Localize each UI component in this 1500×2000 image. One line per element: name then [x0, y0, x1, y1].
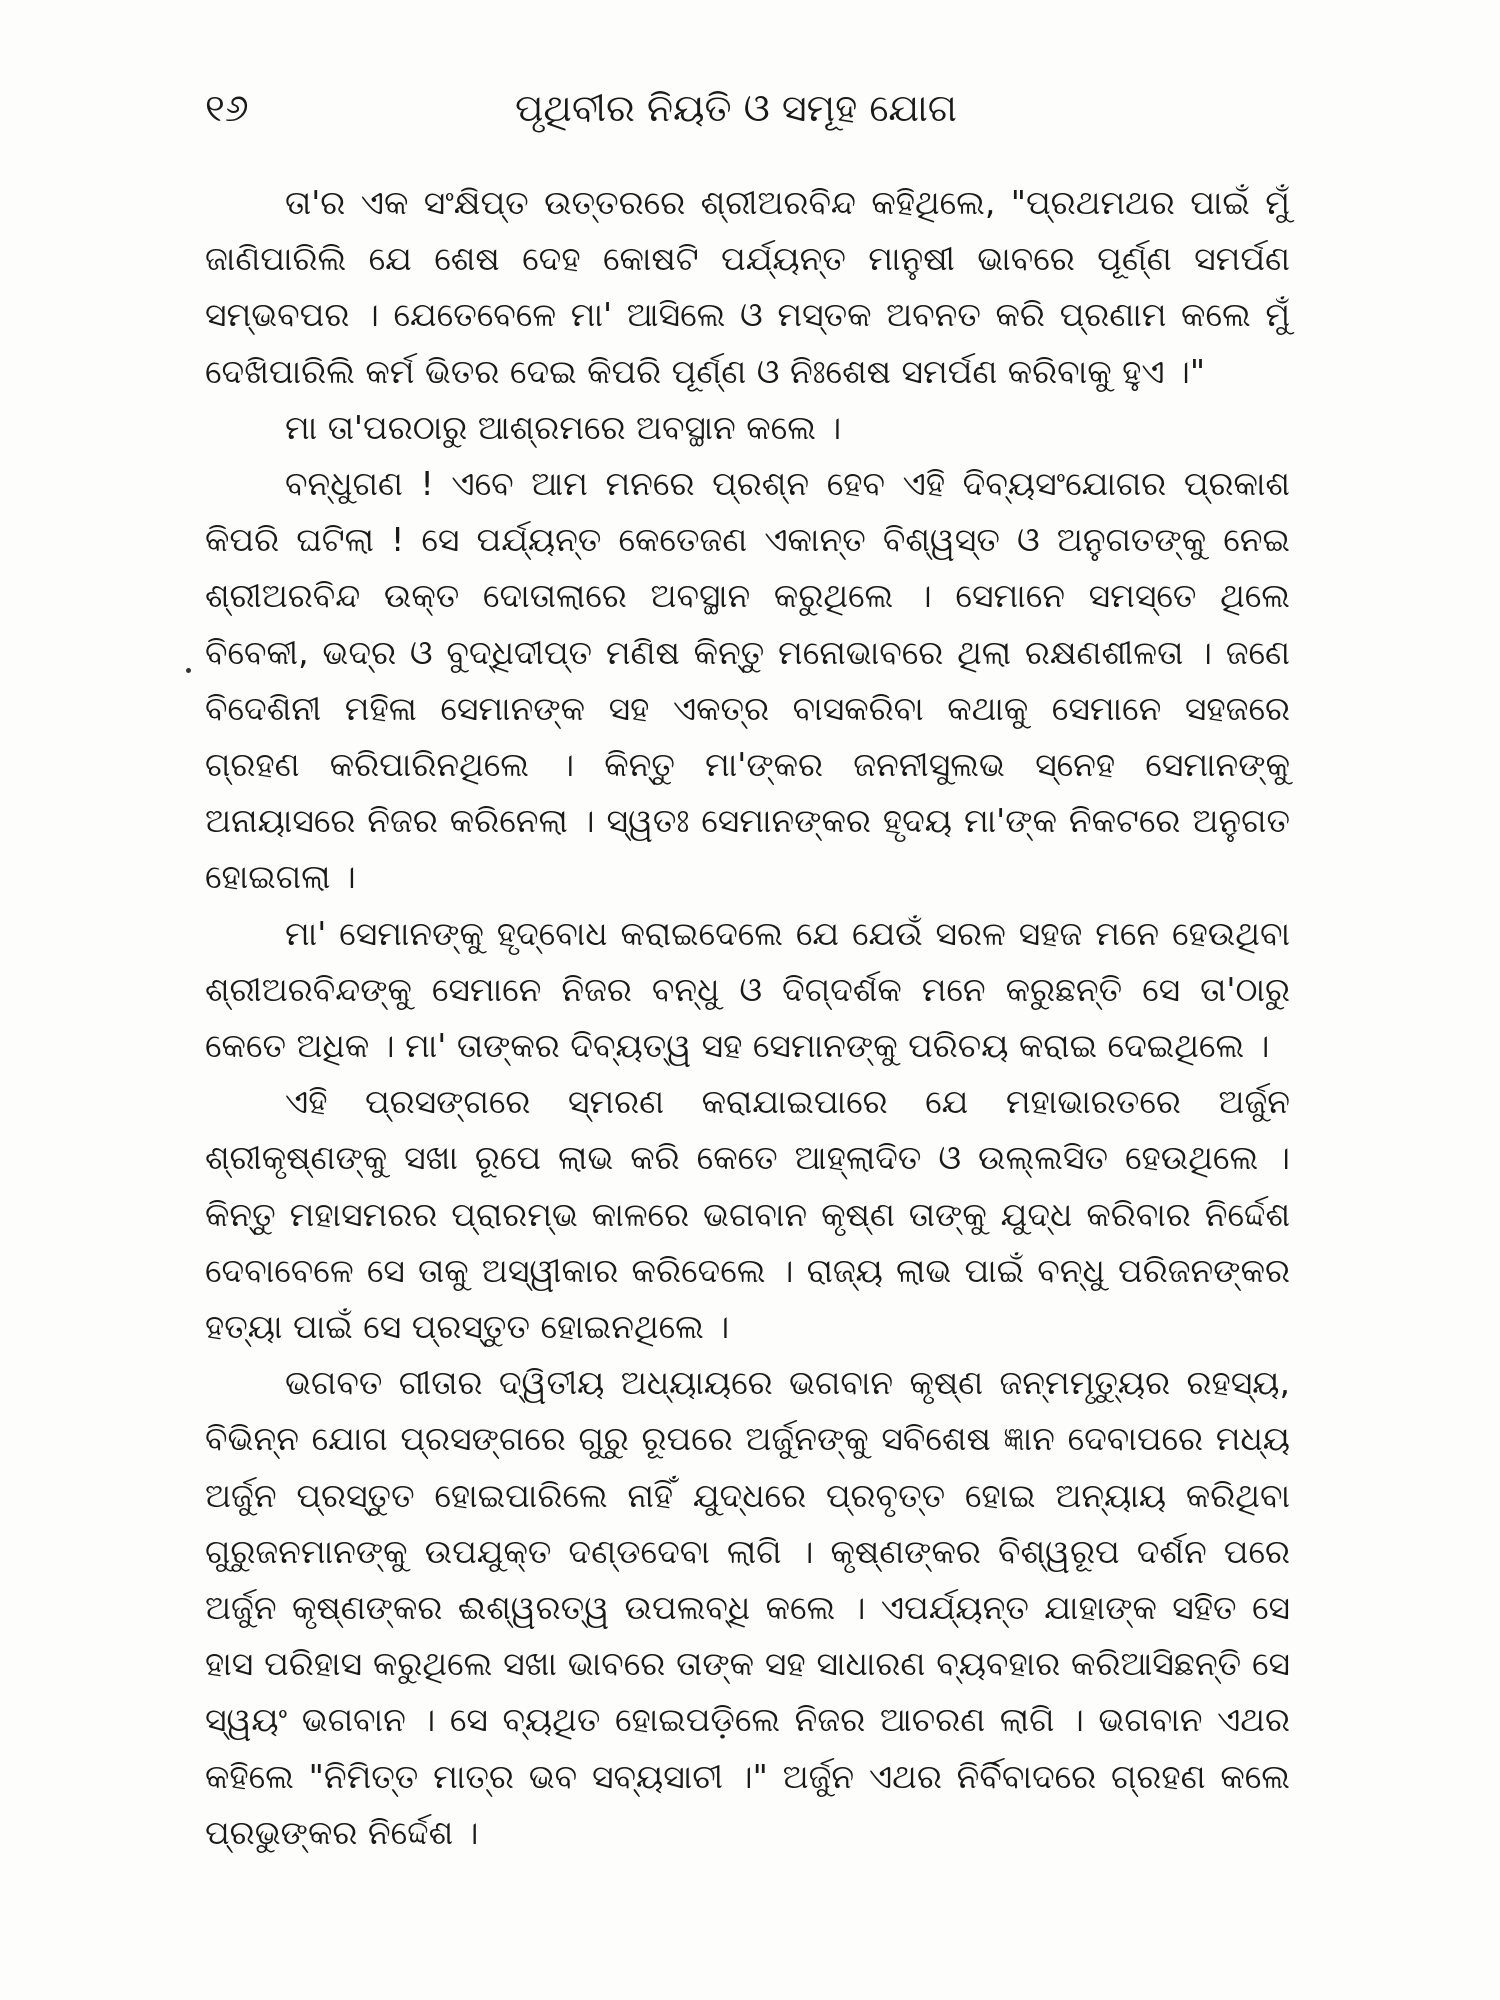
paragraph: ମା' ସେମାନଙ୍କୁ ହୃଦ୍‌ବୋଧ କରାଇଦେଲେ ଯେ ଯେଉଁ ସରଳ ସହଜ ମନେ ହେଉଥିବା ଶ୍ରୀଅରବିନ୍ଦଙ୍କୁ ସେମାନେ ନିଜର ବନ୍ଧୁ ଓ ଦିଗ୍‌ଦର୍ଶକ ମନେ କରୁଛନ୍ତି ସେ ତା'ଠାରୁ କେତେ ଅଧିକ । ମା' ତାଙ୍କର ଦିବ୍ୟତ୍ୱ ସହ ସେମାନଙ୍କୁ ପରିଚୟ କରାଇ ଦେଇଥିଲେ ।: [205, 913, 1290, 1066]
paragraph: ଏହି ପ୍ରସଙ୍ଗରେ ସ୍ମରଣ କରାଯାଇପାରେ ଯେ ମହାଭାରତରେ ଅର୍ଜୁନ ଶ୍ରୀକୃଷ୍ଣଙ୍କୁ ସଖା ରୂପେ ଲାଭ କରି କେତେ ଆହ୍ଲାଦିତ ଓ ଉଲ୍ଲସିତ ହେଉଥିଲେ । କିନ୍ତୁ ମହାସମରର ପ୍ରାରମ୍ଭ କାଳରେ ଭଗବାନ କୃଷ୍ଣ ତାଙ୍କୁ ଯୁଦ୍ଧ କରିବାର ନିର୍ଦ୍ଦେଶ ଦେବାବେଳେ ସେ ତାକୁ ଅସ୍ୱୀକାର କରିଦେଲେ । ରାଜ୍ୟ ଲାଭ ପାଇଁ ବନ୍ଧୁ ପରିଜନଙ୍କର ହତ୍ୟା ପାଇଁ ସେ ପ୍ରସ୍ତୁତ ହୋଇନଥିଲେ ।: [205, 1082, 1290, 1347]
body-text: [205, 175, 1290, 1861]
paragraph: ଭଗବତ ଗୀତାର ଦ୍ୱିତୀୟ ଅଧ୍ୟାୟରେ ଭଗବାନ କୃଷ୍ଣ ଜନ୍ମମୃତ୍ୟୁର ରହସ୍ୟ, ବିଭିନ୍ନ ଯୋଗ ପ୍ରସଙ୍ଗରେ ଗୁରୁ ରୂପରେ ଅର୍ଜୁନଙ୍କୁ ସବିଶେଷ ଜ୍ଞାନ ଦେବାପରେ ମଧ୍ୟ ଅର୍ଜୁନ ପ୍ରସ୍ତୁତ ହୋଇପାରିଲେ ନାହିଁ ଯୁଦ୍ଧରେ ପ୍ରବୃତ୍ତ ହୋଇ ଅନ୍ୟାୟ କରିଥିବା ଗୁରୁଜନମାନଙ୍କୁ ଉପଯୁକ୍ତ ଦଣ୍ଡଦେବା ଲାଗି । କୃଷ୍ଣଙ୍କର ବିଶ୍ୱରୂପ ଦର୍ଶନ ପରେ ଅର୍ଜୁନ କୃଷ୍ଣଙ୍କର ଈଶ୍ୱରତ୍ୱ ଉପଲବ୍ଧି କଲେ । ଏପର୍ଯ୍ୟନ୍ତ ଯାହାଙ୍କ ସହିତ ସେ ହାସ ପରିହାସ କରୁଥିଲେ ସଖା ଭାବରେ ତାଙ୍କ ସହ ସାଧାରଣ ବ୍ୟବହାର କରିଆସିଛନ୍ତି ସେ ସ୍ୱୟଂ ଭଗବାନ । ସେ ବ୍ୟଥିତ ହୋଇପଡ଼ିଲେ ନିଜର ଆଚରଣ ଲାଗି । ଭଗବାନ ଏଥର କହିଲେ "ନିମିତ୍ତ ମାତ୍ର ଭବ ସବ୍ୟସାଚୀ ।" ଅର୍ଜୁନ ଏଥର ନିର୍ବିବାଦରେ ଗ୍ରହଣ କଲେ ପ୍ରଭୁଙ୍କର ନିର୍ଦ୍ଦେଶ ।: [205, 1363, 1290, 1852]
running-title: ପୃଥିବୀର ନିୟତି ଓ ସମୂହ ଯୋଗ: [515, 86, 957, 130]
paragraph: ମା ତା'ପରଠାରୁ ଆଶ୍ରମରେ ଅବସ୍ଥାନ କଲେ ।: [285, 407, 842, 447]
page-header: [205, 78, 1295, 148]
stray-ink-dot: [186, 668, 191, 673]
paragraph: ବନ୍ଧୁଗଣ ! ଏବେ ଆମ ମନରେ ପ୍ରଶ୍ନ ହେବ ଏହି ଦିବ୍ୟସଂଯୋଗର ପ୍ରକାଶ କିପରି ଘଟିଲା ! ସେ ପର୍ଯ୍ୟନ୍ତ କେତେଜଣ ଏକାନ୍ତ ବିଶ୍ୱସ୍ତ ଓ ଅନୁଗତଙ୍କୁ ନେଇ ଶ୍ରୀଅରବିନ୍ଦ ଉକ୍ତ ଦୋତାଲାରେ ଅବସ୍ଥାନ କରୁଥିଲେ । ସେମାନେ ସମସ୍ତେ ଥିଲେ ବିବେକୀ, ଭଦ୍ର ଓ ବୁଦ୍ଧିଦୀପ୍ତ ମଣିଷ କିନ୍ତୁ ମନୋଭାବରେ ଥିଲା ରକ୍ଷଣଶୀଳତା । ଜଣେ ବିଦେଶିନୀ ମହିଳା ସେମାନଙ୍କ ସହ ଏକତ୍ର ବାସକରିବା କଥାକୁ ସେମାନେ ସହଜରେ ଗ୍ରହଣ କରିପାରିନଥିଲେ । କିନ୍ତୁ ମା'ଙ୍କର ଜନନୀସୁଲଭ ସ୍ନେହ ସେମାନଙ୍କୁ ଅନାୟାସରେ ନିଜର କରିନେଲା । ସ୍ୱତଃ ସେମାନଙ୍କର ହୃଦୟ ମା'ଙ୍କ ନିକଟରେ ଅନୁଗତ ହୋଇଗଲା ।: [205, 464, 1290, 897]
page-number: ୧୬: [205, 86, 249, 130]
paragraph: ତା'ର ଏକ ସଂକ୍ଷିପ୍ତ ଉତ୍ତରରେ ଶ୍ରୀଅରବିନ୍ଦ କହିଥିଲେ, "ପ୍ରଥମଥର ପାଇଁ ମୁଁ ଜାଣିପାରିଲି ଯେ ଶେଷ ଦେହ କୋଷଟି ପର୍ଯ୍ୟନ୍ତ ମାନୁଷୀ ଭାବରେ ପୂର୍ଣ୍ଣ ସମର୍ପଣ ସମ୍ଭବପର । ଯେତେବେଳେ ମା' ଆସିଲେ ଓ ମସ୍ତକ ଅବନତ କରି ପ୍ରଣାମ କଲେ ମୁଁ ଦେଖିପାରିଲି କର୍ମ ଭିତର ଦେଇ କିପରି ପୂର୍ଣ୍ଣ ଓ ନିଃଶେଷ ସମର୍ପଣ କରିବାକୁ ହୁଏ ।": [205, 183, 1290, 391]
